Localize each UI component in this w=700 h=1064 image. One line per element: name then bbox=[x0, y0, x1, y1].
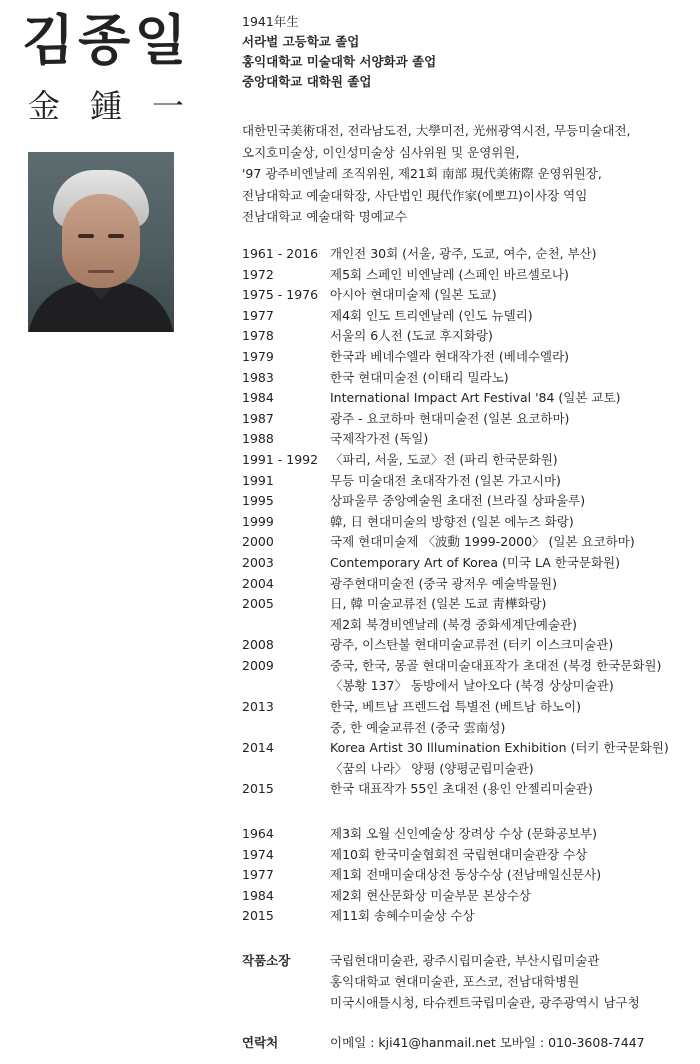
exhibition-row-title: 개인전 30회 (서울, 광주, 도쿄, 여수, 순천, 부산) bbox=[330, 246, 597, 261]
award-row-title: 제2회 현산문화상 미술부문 본상수상 bbox=[330, 887, 531, 903]
contact-row bbox=[242, 1032, 645, 1053]
exhibition-row-year: 2014 bbox=[242, 740, 274, 756]
education-item: 중앙대학교 대학원 졸업 bbox=[242, 74, 372, 89]
exhibition-row bbox=[242, 738, 669, 759]
exhibition-row-title: 제4회 인도 트리엔날레 (인도 뉴델리) bbox=[330, 307, 533, 323]
exhibition-row-year: 1975 - 1976 bbox=[242, 287, 319, 303]
award-row-year: 1974 bbox=[242, 846, 274, 862]
exhibition-row-year: 2000 bbox=[242, 534, 274, 550]
award-row bbox=[242, 906, 601, 927]
contact-info: 이메일 : kji41@hanmail.net 모바일 : 010-3608-7447 bbox=[330, 1035, 645, 1050]
exhibition-row-year: 1991 bbox=[242, 472, 274, 488]
exhibition-row bbox=[242, 615, 669, 636]
photo-face-shape bbox=[62, 194, 140, 288]
contact-label: 연락처 bbox=[242, 1035, 279, 1050]
artist-name-hanja: 金鍾一 bbox=[28, 87, 215, 125]
exhibition-row bbox=[242, 285, 669, 306]
exhibition-row bbox=[242, 656, 669, 677]
education-item: 홍익대학교 미술대학 서양화과 졸업 bbox=[242, 54, 437, 69]
exhibition-row bbox=[242, 676, 669, 697]
exhibition-row-title: 광주현대미술전 (중국 광저우 예술박물원) bbox=[330, 575, 557, 591]
exhibition-row-title: 한국, 베트남 프렌드쉽 특별전 (베트남 하노이) bbox=[330, 699, 581, 715]
exhibition-row-year: 2013 bbox=[242, 699, 274, 715]
exhibition-row-title: 무등 미술대전 초대작가전 (일본 가고시마) bbox=[330, 472, 561, 488]
exhibition-row-title: 韓, 日 현대미술의 방향전 (일본 에누즈 화랑) bbox=[330, 513, 574, 529]
contact-section bbox=[242, 1032, 645, 1053]
artist-portrait-photo bbox=[28, 152, 174, 332]
exhibition-row bbox=[242, 347, 669, 368]
exhibition-row bbox=[242, 512, 669, 533]
exhibition-row-title: 상파울루 중앙예술원 초대전 (브라질 상파울루) bbox=[330, 493, 586, 509]
collection-row bbox=[242, 971, 640, 992]
award-row-title: 제11회 송혜수미술상 수상 bbox=[330, 908, 475, 924]
exhibition-row-year: 1984 bbox=[242, 390, 274, 406]
exhibition-row-year: 1972 bbox=[242, 266, 274, 282]
exhibition-row bbox=[242, 718, 669, 739]
exhibition-row-year: 1961 - 2016 bbox=[242, 246, 319, 261]
career-line: 전남대학교 예술대학 명예교수 bbox=[242, 209, 407, 224]
exhibition-row-title: 日, 韓 미술교류전 (일본 도쿄 靑樺화랑) bbox=[330, 596, 547, 612]
exhibition-row-title: 제5회 스페인 비엔날레 (스페인 바르셀로나) bbox=[330, 266, 569, 282]
career-line: 오지호미술상, 이인성미술상 심사위원 및 운영위원, bbox=[242, 144, 520, 160]
exhibition-row-title: International Impact Art Festival '84 (일본 교토) bbox=[330, 390, 621, 406]
exhibition-row bbox=[242, 697, 669, 718]
exhibition-row-year: 2008 bbox=[242, 637, 274, 653]
photo-eye-right bbox=[108, 234, 124, 238]
award-row-year: 1984 bbox=[242, 887, 274, 903]
exhibition-row bbox=[242, 532, 669, 553]
exhibition-row-year: 2003 bbox=[242, 554, 274, 570]
exhibition-row-year: 1977 bbox=[242, 307, 274, 323]
exhibition-row-title: 한국 현대미술전 (이태리 밀라노) bbox=[330, 369, 509, 385]
exhibition-row-year: 1995 bbox=[242, 493, 274, 509]
exhibition-row-year: 1987 bbox=[242, 410, 274, 426]
exhibition-row-title: Korea Artist 30 Illumination Exhibition (터키 한국문화원) bbox=[330, 740, 669, 756]
exhibition-row-year: 1999 bbox=[242, 513, 274, 529]
exhibition-row-title: 중, 한 예술교류전 (중국 雲南성) bbox=[330, 719, 506, 735]
exhibition-row-year bbox=[242, 759, 330, 780]
exhibition-row bbox=[242, 553, 669, 574]
exhibition-row-year: 2009 bbox=[242, 657, 274, 673]
exhibition-row-year: 1983 bbox=[242, 369, 274, 385]
collection-label: 작품소장 bbox=[242, 953, 291, 968]
exhibition-row-year: 2005 bbox=[242, 596, 274, 612]
exhibition-row-year: 2004 bbox=[242, 575, 274, 591]
exhibition-row bbox=[242, 306, 669, 327]
award-list bbox=[242, 824, 601, 927]
exhibition-row bbox=[242, 594, 669, 615]
birth-year: 1941年生 bbox=[242, 14, 299, 29]
exhibition-row-year: 1991 - 1992 bbox=[242, 451, 319, 467]
exhibition-row bbox=[242, 409, 669, 430]
exhibition-row-title: 한국 대표작가 55인 초대전 (용인 안젤리미술관) bbox=[330, 781, 593, 797]
award-row-title: 제1회 전매미술대상전 동상수상 (전남매일신문사) bbox=[330, 867, 602, 883]
photo-eye-left bbox=[78, 234, 94, 238]
exhibition-row-year: 1979 bbox=[242, 348, 274, 364]
award-row-year: 1964 bbox=[242, 826, 274, 841]
award-row bbox=[242, 824, 601, 845]
exhibition-row-title: 〈봉황 137〉 동방에서 날아오다 (북경 상상미술관) bbox=[330, 678, 614, 694]
collection-section bbox=[242, 950, 640, 1013]
exhibition-row-title: 광주, 이스탄불 현대미술교류전 (터키 이스크미술관) bbox=[330, 637, 614, 653]
exhibition-row-year bbox=[242, 615, 330, 636]
award-row-title: 제3회 오월 신인예술상 장려상 수상 (문화공보부) bbox=[330, 826, 597, 841]
exhibition-row-year: 1988 bbox=[242, 431, 274, 447]
exhibition-row-title: 국제작가전 (독일) bbox=[330, 431, 429, 447]
award-row-title: 제10회 한국미술협회전 국립현대미술관장 수상 bbox=[330, 846, 588, 862]
exhibition-row-title: 한국과 베네수엘라 현대작가전 (베네수엘라) bbox=[330, 348, 570, 364]
exhibition-row bbox=[242, 244, 669, 265]
exhibition-row bbox=[242, 779, 669, 800]
exhibition-row-title: Contemporary Art of Korea (미국 LA 한국문화원) bbox=[330, 554, 620, 570]
career-block bbox=[242, 120, 692, 228]
artist-name-korean: 김종일 bbox=[22, 9, 191, 72]
award-row-year: 1977 bbox=[242, 867, 274, 883]
exhibition-row-year bbox=[242, 676, 330, 697]
exhibition-row bbox=[242, 265, 669, 286]
exhibition-row bbox=[242, 429, 669, 450]
exhibition-row-title: 〈파리, 서울, 도쿄〉전 (파리 한국문화원) bbox=[330, 451, 558, 467]
collection-line: 국립현대미술관, 광주시립미술관, 부산시립미술관 bbox=[330, 953, 600, 968]
exhibition-row-year bbox=[242, 718, 330, 739]
exhibition-row bbox=[242, 491, 669, 512]
award-row bbox=[242, 886, 601, 907]
exhibition-row-title: 광주 - 요코하마 현대미술전 (일본 요코하마) bbox=[330, 410, 570, 426]
collection-line: 미국시애틀시청, 타슈켄트국립미술관, 광주광역시 남구청 bbox=[330, 995, 640, 1010]
exhibition-row bbox=[242, 759, 669, 780]
education-item: 서라벌 고등학교 졸업 bbox=[242, 34, 360, 49]
collection-row bbox=[242, 992, 640, 1013]
award-row-year: 2015 bbox=[242, 908, 274, 924]
exhibition-row bbox=[242, 450, 669, 471]
exhibition-row bbox=[242, 471, 669, 492]
exhibition-row bbox=[242, 574, 669, 595]
collection-line: 홍익대학교 현대미술관, 포스코, 전남대학병원 bbox=[330, 974, 580, 989]
exhibition-row-title: 서울의 6人전 (도쿄 후지화랑) bbox=[330, 328, 493, 344]
exhibition-row-year: 2015 bbox=[242, 781, 274, 797]
exhibition-list bbox=[242, 244, 669, 800]
bio-block bbox=[242, 12, 436, 92]
exhibition-row bbox=[242, 368, 669, 389]
career-line: '97 광주비엔날레 조직위원, 제21회 南部 現代美術際 운영위원장, bbox=[242, 166, 602, 181]
exhibition-row bbox=[242, 326, 669, 347]
exhibition-row-title: 〈꿈의 나라〉 양평 (양평군립미술관) bbox=[330, 760, 534, 776]
exhibition-row bbox=[242, 388, 669, 409]
award-row bbox=[242, 865, 601, 886]
photo-mouth bbox=[88, 270, 114, 273]
exhibition-row-title: 제2회 북경비엔날레 (북경 중화세계단예술관) bbox=[330, 616, 577, 632]
exhibition-row-title: 국제 현대미술제 〈波動 1999-2000〉 (일본 요코하마) bbox=[330, 534, 635, 550]
award-row bbox=[242, 845, 601, 866]
exhibition-row-year: 1978 bbox=[242, 328, 274, 344]
career-line: 전남대학교 예술대학장, 사단법인 現代作家(에뽀끄)이사장 역임 bbox=[242, 187, 588, 203]
exhibition-row bbox=[242, 635, 669, 656]
exhibition-row-title: 중국, 한국, 몽골 현대미술대표작가 초대전 (북경 한국문화원) bbox=[330, 657, 662, 673]
collection-row bbox=[242, 950, 640, 971]
exhibition-row-title: 아시아 현대미술제 (일본 도쿄) bbox=[330, 287, 497, 303]
career-line: 대한민국美術대전, 전라남도전, 大學미전, 光州광역시전, 무등미술대전, bbox=[242, 123, 631, 138]
